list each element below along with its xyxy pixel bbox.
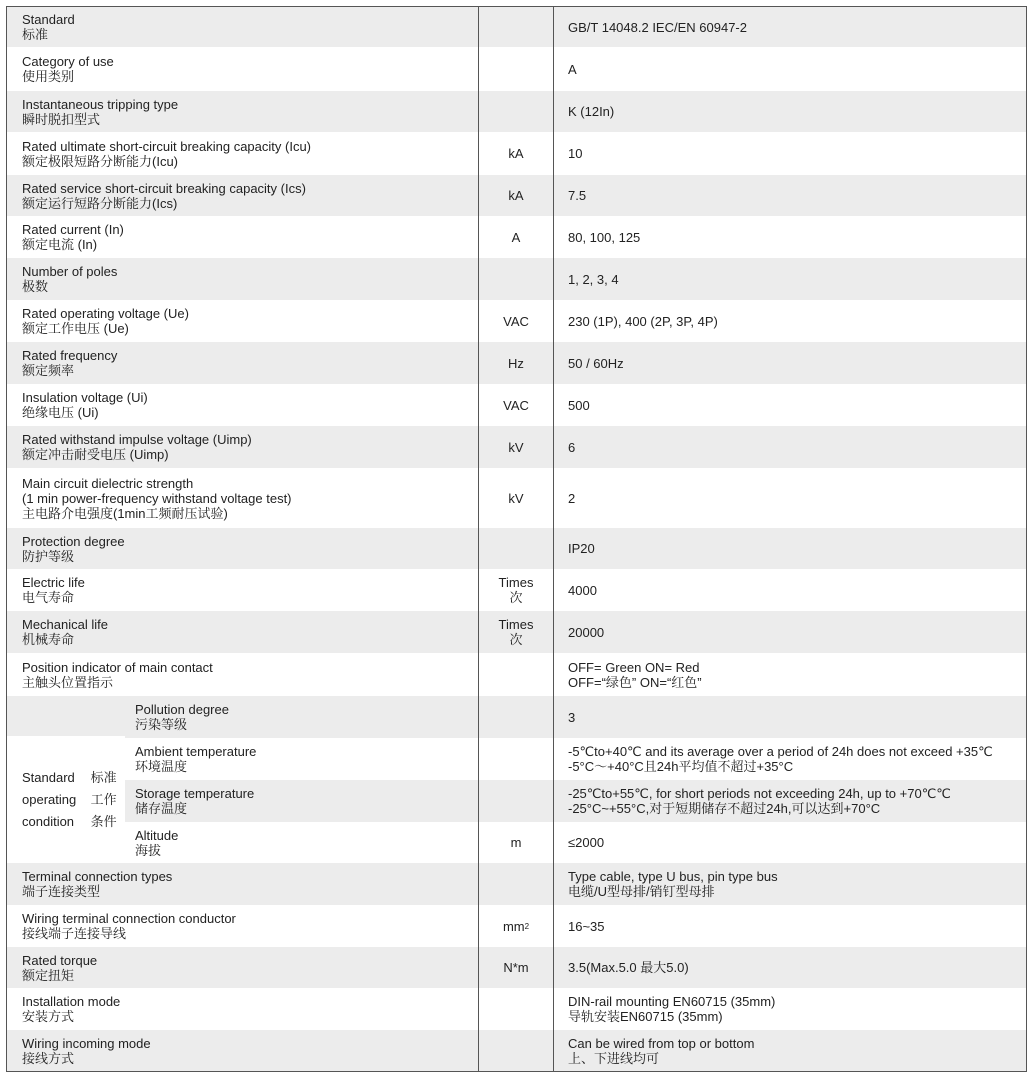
column-divider bbox=[478, 7, 479, 1071]
param-zh: 接线端子连接导线 bbox=[22, 926, 127, 941]
unit-cell bbox=[479, 822, 553, 863]
value-cell bbox=[568, 611, 1028, 653]
value-cell bbox=[568, 822, 1028, 863]
param-cell bbox=[135, 696, 475, 738]
param-cell bbox=[22, 528, 477, 569]
table-row bbox=[7, 947, 1026, 988]
table-row bbox=[7, 822, 1026, 863]
unit-cell bbox=[479, 653, 553, 696]
value-cell bbox=[568, 696, 1028, 738]
unit-superscript: 2 bbox=[524, 921, 530, 931]
column-divider bbox=[553, 7, 554, 1071]
unit-label: kA bbox=[508, 188, 524, 203]
value-line: -25°C~+55°C,对于短期储存不超过24h,可以达到+70°C bbox=[568, 801, 881, 816]
param-en: Instantaneous tripping type bbox=[22, 96, 179, 112]
value-cell bbox=[568, 947, 1028, 988]
spec-table bbox=[6, 6, 1027, 1072]
value-line: 80, 100, 125 bbox=[568, 229, 641, 245]
param-cell bbox=[22, 426, 477, 468]
value-cell bbox=[568, 863, 1028, 905]
param-cell bbox=[22, 611, 477, 653]
value-line: ≤2000 bbox=[568, 835, 605, 850]
unit-label: VAC bbox=[503, 397, 529, 413]
value-line: Type cable, type U bus, pin type bus bbox=[568, 869, 778, 884]
param-en: Wiring incoming mode bbox=[22, 1035, 151, 1051]
value-line: Can be wired from top or bottom bbox=[568, 1035, 755, 1051]
param-cell bbox=[22, 863, 477, 905]
table-row bbox=[7, 988, 1026, 1030]
value-cell bbox=[568, 384, 1028, 426]
value-line: 电缆/U型母排/销钉型母排 bbox=[568, 884, 715, 899]
param-cell bbox=[22, 132, 477, 175]
table-row bbox=[7, 528, 1026, 569]
value-line: 500 bbox=[568, 397, 590, 413]
param-en: Protection degree bbox=[22, 533, 125, 549]
param-en: Storage temperature bbox=[135, 786, 255, 801]
table-row bbox=[7, 258, 1026, 300]
value-line: -5°C～+40°C且24h平均值不超过+35°C bbox=[568, 759, 794, 774]
value-line: 6 bbox=[568, 439, 576, 455]
operating-label-en: operating bbox=[22, 791, 77, 807]
param-en: Rated operating voltage (Ue) bbox=[22, 306, 189, 321]
value-line: 3 bbox=[568, 709, 576, 725]
operating-label-en: Standard bbox=[22, 769, 75, 785]
value-line: K (12In) bbox=[568, 104, 615, 119]
unit-cell bbox=[479, 1030, 553, 1071]
value-line: 10 bbox=[568, 146, 583, 161]
param-en: (1 min power-frequency withstand voltage test) bbox=[22, 490, 292, 506]
param-cell bbox=[22, 569, 477, 611]
unit-cell bbox=[479, 300, 553, 342]
table-row bbox=[7, 696, 1026, 738]
param-cell bbox=[22, 216, 477, 258]
value-line: A bbox=[568, 61, 577, 77]
unit-label: kA bbox=[508, 146, 524, 161]
unit-label: N*m bbox=[503, 960, 529, 975]
unit-cell bbox=[479, 91, 553, 132]
unit-label: VAC bbox=[503, 313, 529, 329]
param-en: Position indicator of main contact bbox=[22, 659, 213, 675]
value-line: 2 bbox=[568, 490, 576, 506]
param-zh: 环境温度 bbox=[135, 759, 188, 774]
value-line: 3.5(Max.5.0 最大5.0) bbox=[568, 960, 689, 975]
value-cell bbox=[568, 1030, 1028, 1071]
param-cell bbox=[22, 947, 477, 988]
param-zh: 防护等级 bbox=[22, 548, 75, 564]
param-cell bbox=[135, 738, 475, 780]
table-row bbox=[7, 863, 1026, 905]
table-row bbox=[7, 300, 1026, 342]
table-row bbox=[7, 132, 1026, 175]
value-cell bbox=[568, 426, 1028, 468]
unit-cell bbox=[479, 132, 553, 175]
value-line: -5℃to+40℃ and its average over a period of 24h does not exceed +35℃ bbox=[568, 744, 993, 759]
param-en: Rated withstand impulse voltage (Uimp) bbox=[22, 432, 252, 447]
param-en: Electric life bbox=[22, 575, 85, 590]
param-zh: 污染等级 bbox=[135, 717, 188, 732]
value-cell bbox=[568, 738, 1028, 780]
value-cell bbox=[568, 342, 1028, 384]
param-zh: 额定电流 (In) bbox=[22, 237, 98, 252]
operating-label-zh: 工作 bbox=[90, 791, 117, 807]
unit-label: Times bbox=[498, 617, 534, 632]
value-line: -25℃to+55℃, for short periods not exceeding 24h, up to +70℃℃ bbox=[568, 786, 951, 801]
table-row bbox=[7, 905, 1026, 947]
unit-label: kV bbox=[508, 490, 524, 506]
param-en: Category of use bbox=[22, 54, 114, 69]
unit-label: kV bbox=[508, 439, 524, 455]
value-cell bbox=[568, 569, 1028, 611]
unit-cell bbox=[479, 384, 553, 426]
value-cell bbox=[568, 780, 1028, 822]
table-row bbox=[7, 175, 1026, 216]
param-cell bbox=[22, 300, 477, 342]
param-zh: 额定工作电压 (Ue) bbox=[22, 321, 129, 336]
param-cell bbox=[22, 384, 477, 426]
param-zh: 额定扭矩 bbox=[22, 967, 75, 983]
value-cell bbox=[568, 258, 1028, 300]
table-row bbox=[7, 611, 1026, 653]
value-line: 20000 bbox=[568, 624, 605, 640]
value-line: OFF=“绿色” ON=“红色” bbox=[568, 674, 702, 690]
unit-label: Hz bbox=[508, 355, 524, 371]
param-zh: 瞬时脱扣型式 bbox=[22, 111, 101, 127]
table-row bbox=[7, 780, 1026, 822]
unit-label: Times bbox=[498, 575, 534, 590]
operating-condition-label bbox=[7, 736, 125, 863]
value-cell bbox=[568, 528, 1028, 569]
unit-label: m bbox=[510, 835, 522, 850]
table-row bbox=[7, 569, 1026, 611]
param-cell bbox=[135, 780, 475, 822]
table-row bbox=[7, 342, 1026, 384]
param-cell bbox=[22, 342, 477, 384]
unit-cell bbox=[479, 611, 553, 653]
unit-label: A bbox=[511, 229, 521, 245]
param-en: Standard bbox=[22, 12, 75, 27]
value-cell bbox=[568, 653, 1028, 696]
value-line: GB/T 14048.2 IEC/EN 60947-2 bbox=[568, 19, 747, 35]
param-zh: 机械寿命 bbox=[22, 632, 75, 647]
value-cell bbox=[568, 216, 1028, 258]
value-cell bbox=[568, 468, 1028, 528]
unit-cell bbox=[479, 7, 553, 47]
param-en: Ambient temperature bbox=[135, 744, 257, 759]
table-row bbox=[7, 653, 1026, 696]
param-zh: 电气寿命 bbox=[22, 590, 75, 605]
unit-cell bbox=[479, 696, 553, 738]
unit-cell bbox=[479, 738, 553, 780]
value-line: 230 (1P), 400 (2P, 3P, 4P) bbox=[568, 313, 718, 329]
unit-cell bbox=[479, 780, 553, 822]
value-line: 1, 2, 3, 4 bbox=[568, 271, 619, 287]
value-cell bbox=[568, 988, 1028, 1030]
param-cell bbox=[22, 1030, 477, 1071]
param-en: Rated ultimate short-circuit breaking capacity (Icu) bbox=[22, 138, 312, 154]
param-zh: 额定运行短路分断能力(Ics) bbox=[22, 195, 178, 211]
value-cell bbox=[568, 47, 1028, 91]
param-cell bbox=[22, 175, 477, 216]
param-cell bbox=[22, 47, 477, 91]
value-line: OFF= Green ON= Red bbox=[568, 659, 700, 675]
table-row bbox=[7, 91, 1026, 132]
unit-cell bbox=[479, 863, 553, 905]
value-cell bbox=[568, 175, 1028, 216]
table-row bbox=[7, 384, 1026, 426]
unit-label-zh: 次 bbox=[509, 590, 523, 605]
param-zh: 额定极限短路分断能力(Icu) bbox=[22, 153, 179, 169]
param-zh: 绝缘电压 (Ui) bbox=[22, 405, 99, 420]
value-cell bbox=[568, 300, 1028, 342]
param-en: Insulation voltage (Ui) bbox=[22, 390, 148, 405]
value-cell bbox=[568, 7, 1028, 47]
operating-label-zh: 标准 bbox=[90, 769, 117, 785]
param-cell bbox=[22, 7, 477, 47]
unit-cell bbox=[479, 569, 553, 611]
unit-cell bbox=[479, 905, 553, 947]
value-line: DIN-rail mounting EN60715 (35mm) bbox=[568, 994, 776, 1009]
unit-cell bbox=[479, 426, 553, 468]
value-line: 上、下进线均可 bbox=[568, 1050, 660, 1066]
unit-cell bbox=[479, 216, 553, 258]
param-en: Installation mode bbox=[22, 994, 121, 1009]
param-zh: 主触头位置指示 bbox=[22, 674, 114, 690]
unit-cell bbox=[479, 468, 553, 528]
param-en: Mechanical life bbox=[22, 617, 108, 632]
param-zh: 极数 bbox=[22, 279, 49, 294]
param-en: Rated current (In) bbox=[22, 222, 124, 237]
table-row bbox=[7, 426, 1026, 468]
unit-cell bbox=[479, 47, 553, 91]
param-cell bbox=[22, 653, 477, 696]
param-cell bbox=[22, 258, 477, 300]
param-en: Rated service short-circuit breaking capacity (Ics) bbox=[22, 180, 306, 196]
value-line: IP20 bbox=[568, 541, 595, 556]
param-zh: 标准 bbox=[22, 27, 49, 42]
param-cell bbox=[22, 91, 477, 132]
operating-label-en: condition bbox=[22, 813, 75, 829]
unit-label: mm bbox=[502, 918, 525, 934]
unit-label-zh: 次 bbox=[509, 632, 523, 647]
value-line: 7.5 bbox=[568, 188, 587, 203]
table-row bbox=[7, 216, 1026, 258]
param-zh: 额定频率 bbox=[22, 363, 75, 378]
param-cell bbox=[135, 822, 475, 863]
unit-cell bbox=[479, 342, 553, 384]
param-zh: 储存温度 bbox=[135, 801, 188, 816]
unit-cell bbox=[479, 988, 553, 1030]
param-en: Main circuit dielectric strength bbox=[22, 475, 194, 491]
table-row bbox=[7, 738, 1026, 780]
param-en: Rated torque bbox=[22, 952, 98, 968]
value-line: 16~35 bbox=[568, 918, 605, 934]
param-zh: 安装方式 bbox=[22, 1009, 75, 1024]
param-cell bbox=[22, 905, 477, 947]
table-row bbox=[7, 7, 1026, 47]
operating-label-zh: 条件 bbox=[90, 813, 117, 829]
unit-cell bbox=[479, 528, 553, 569]
param-cell bbox=[22, 468, 477, 528]
table-row bbox=[7, 1030, 1026, 1071]
param-en: Wiring terminal connection conductor bbox=[22, 911, 236, 926]
table-row bbox=[7, 47, 1026, 91]
value-line: 导轨安装EN60715 (35mm) bbox=[568, 1009, 723, 1024]
param-zh: 海拔 bbox=[135, 842, 162, 858]
unit-cell bbox=[479, 258, 553, 300]
unit-cell bbox=[479, 175, 553, 216]
param-en: Number of poles bbox=[22, 264, 118, 279]
param-en: Terminal connection types bbox=[22, 869, 173, 884]
param-zh: 额定冲击耐受电压 (Uimp) bbox=[22, 447, 169, 462]
value-line: 4000 bbox=[568, 582, 597, 598]
param-zh: 使用类别 bbox=[22, 69, 75, 84]
param-zh: 端子连接类型 bbox=[22, 884, 101, 899]
param-zh: 接线方式 bbox=[22, 1050, 75, 1066]
value-cell bbox=[568, 91, 1028, 132]
value-cell bbox=[568, 132, 1028, 175]
param-zh: 主电路介电强度(1min工频耐压试验) bbox=[22, 505, 228, 521]
param-cell bbox=[22, 988, 477, 1030]
param-en: Pollution degree bbox=[135, 702, 229, 717]
unit-cell bbox=[479, 947, 553, 988]
value-line: 50 / 60Hz bbox=[568, 355, 624, 371]
param-en: Altitude bbox=[135, 827, 179, 843]
table-row bbox=[7, 468, 1026, 528]
param-en: Rated frequency bbox=[22, 348, 118, 363]
value-cell bbox=[568, 905, 1028, 947]
